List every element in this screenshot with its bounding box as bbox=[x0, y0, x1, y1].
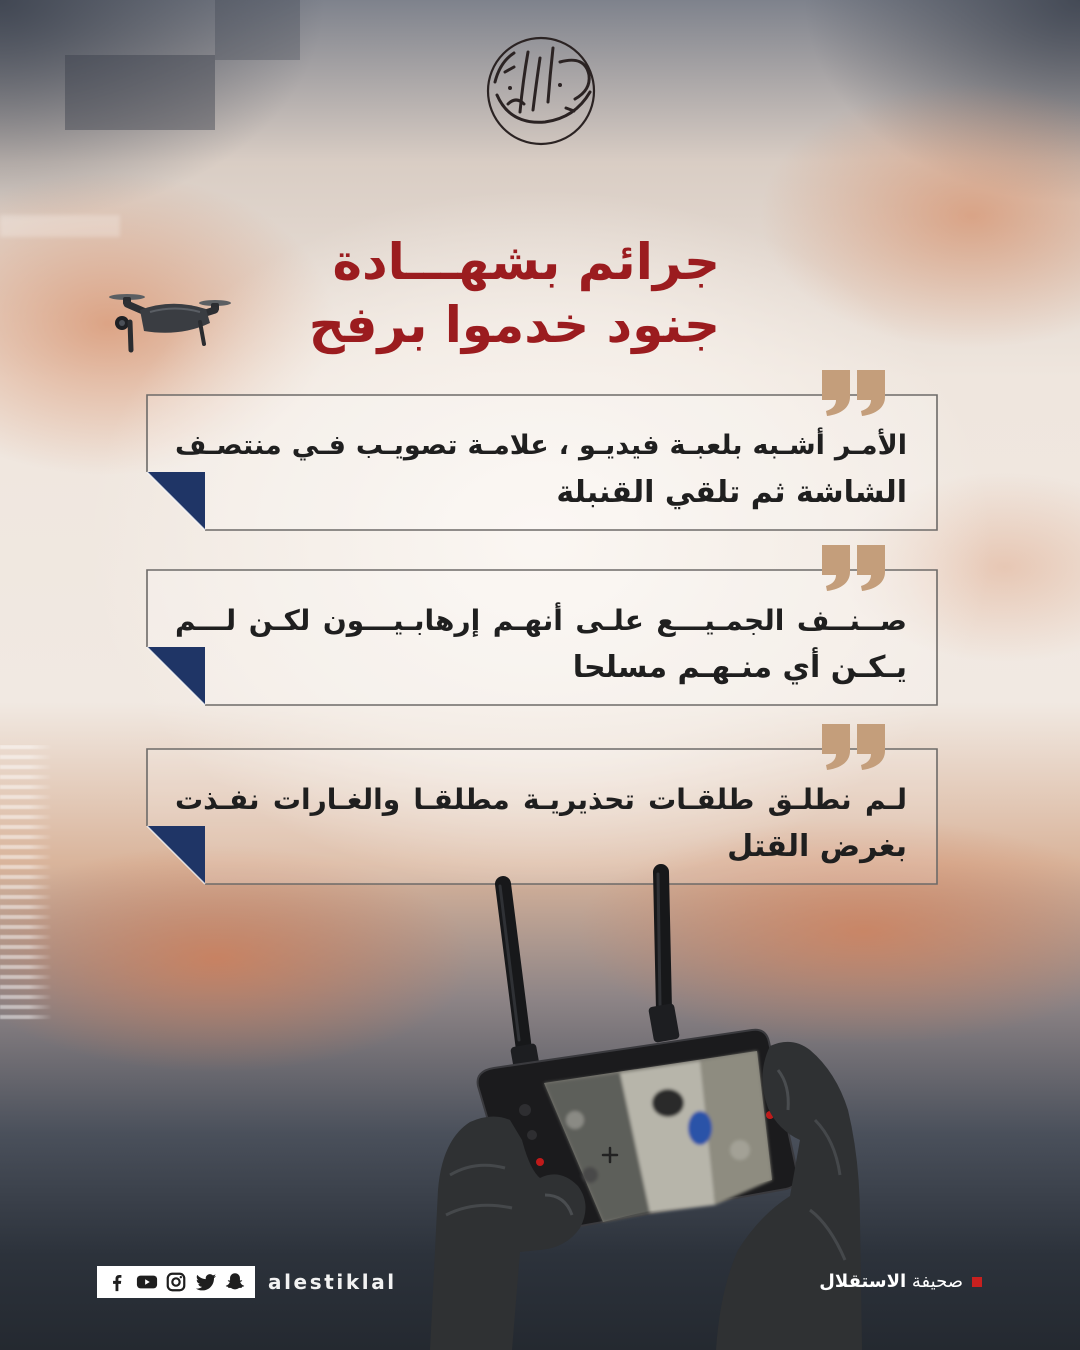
snapchat-icon[interactable] bbox=[224, 1271, 246, 1293]
youtube-icon[interactable] bbox=[136, 1271, 158, 1293]
instagram-icon[interactable] bbox=[165, 1271, 187, 1293]
headline-line-1: جرائم بشهـــادة bbox=[332, 233, 720, 291]
decorative-panel bbox=[65, 55, 215, 130]
quote-mark-icon bbox=[822, 370, 886, 416]
twitter-icon[interactable] bbox=[195, 1271, 217, 1293]
decorative-strip bbox=[0, 215, 120, 237]
quote-text-line-2: بغرض القتل bbox=[727, 829, 907, 864]
newspaper-clipping bbox=[0, 745, 52, 1020]
quote-text-line-2: الشاشة ثم تلقي القنبلة bbox=[556, 475, 907, 510]
quote-text-line-2: يـكـن أي منـهـم مسلحا bbox=[572, 650, 907, 685]
social-handle: alestiklal bbox=[268, 1270, 397, 1294]
facebook-icon[interactable] bbox=[106, 1271, 128, 1293]
publisher-name bbox=[819, 1268, 963, 1296]
quote-text-line-1: صــنــف الجمـيـــع علـى أنهـم إرهابـيـــون لكـن لـــم bbox=[175, 604, 907, 637]
publisher-prefix: صحيفة bbox=[911, 1271, 963, 1292]
red-square-icon bbox=[972, 1277, 982, 1287]
quote-mark-icon bbox=[822, 724, 886, 770]
quote-box bbox=[147, 570, 937, 705]
quote-mark-icon bbox=[822, 545, 886, 591]
decorative-panel bbox=[215, 0, 300, 60]
brand-logo bbox=[482, 32, 600, 150]
publisher-title: الاستقلال bbox=[819, 1271, 907, 1292]
headline-line-2: جنود خدموا برفح bbox=[308, 296, 720, 354]
quote-box bbox=[147, 395, 937, 530]
social-links bbox=[97, 1266, 255, 1298]
publisher-credit bbox=[819, 1268, 982, 1296]
quote-text-line-1: الأمـر أشـبه بلعبـة فيديـو ، علامـة تصويـب فـي منتصـف bbox=[175, 430, 907, 461]
quote-text-line-1: لـم نطلـق طلقـات تحذيريـة مطلقـا والغـارات نفـذت bbox=[175, 783, 907, 816]
